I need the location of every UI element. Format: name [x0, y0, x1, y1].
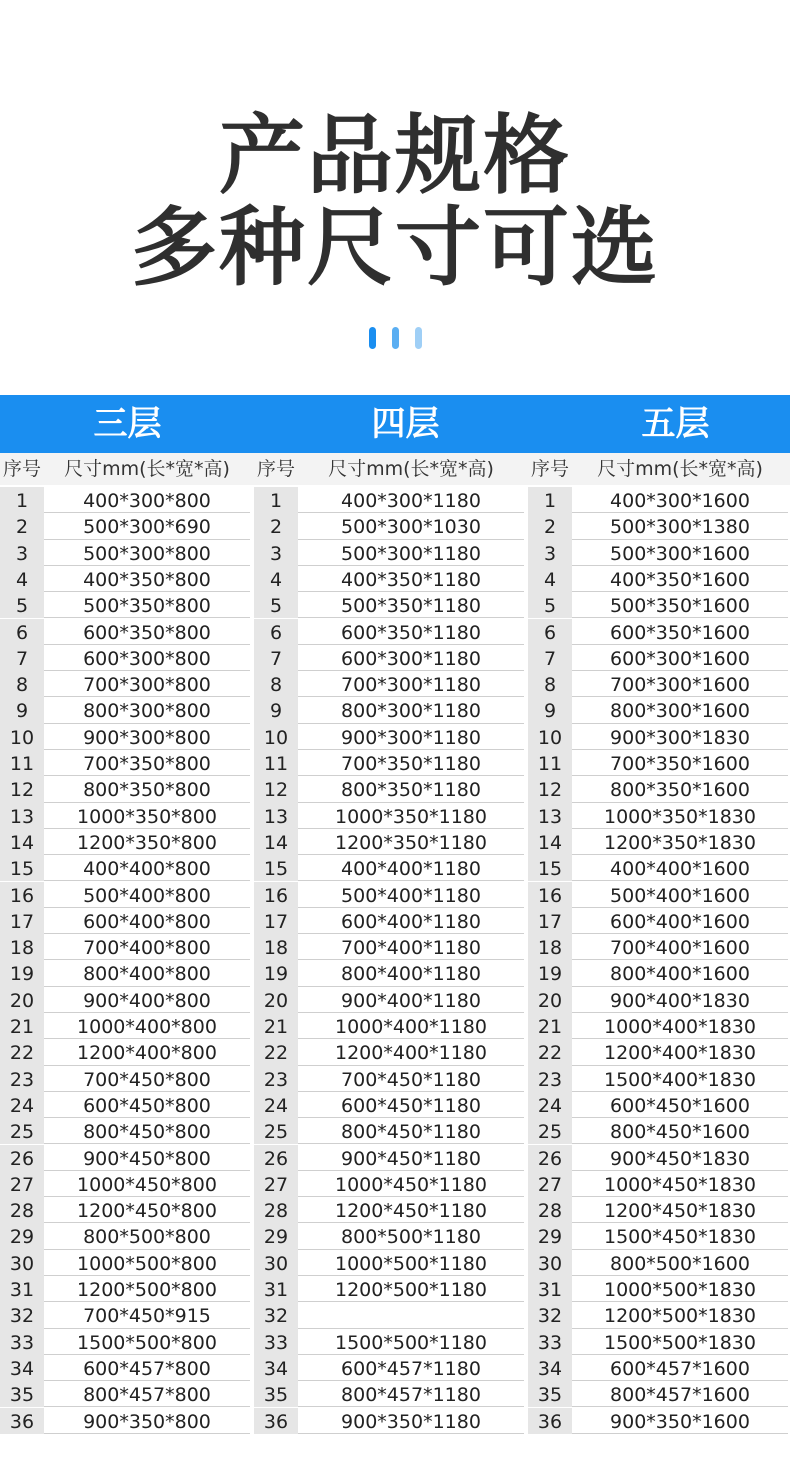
index-cell: 29: [254, 1223, 298, 1249]
index-cell: 12: [0, 776, 44, 802]
index-cell: 26: [254, 1145, 298, 1171]
size-cell: 600*300*1600: [572, 645, 788, 671]
size-cell: 800*457*1180: [298, 1381, 524, 1407]
level-header-bar: [0, 395, 790, 453]
size-cell: 1200*350*1830: [572, 829, 788, 855]
size-cell: 800*300*1180: [298, 697, 524, 723]
index-cell: 21: [0, 1013, 44, 1039]
index-cell: 25: [0, 1118, 44, 1144]
index-cell: 8: [0, 671, 44, 697]
size-cell: 1200*500*1830: [572, 1302, 788, 1328]
index-cell: 12: [254, 776, 298, 802]
index-cell: 1: [528, 487, 572, 513]
size-cell: 1000*350*1180: [298, 803, 524, 829]
index-cell: 13: [0, 803, 44, 829]
col-head-index-3: 序号: [530, 458, 569, 480]
table-row: [0, 1039, 790, 1065]
level-five-label: 五层: [641, 404, 710, 444]
index-cell: 14: [528, 829, 572, 855]
index-cell: 28: [0, 1197, 44, 1223]
index-cell: 25: [528, 1118, 572, 1144]
index-cell: 23: [528, 1066, 572, 1092]
index-cell: 28: [254, 1197, 298, 1223]
index-cell: 34: [528, 1355, 572, 1381]
table-row: [0, 671, 790, 697]
size-cell: 900*350*800: [44, 1408, 250, 1434]
size-cell: 400*300*1180: [298, 487, 524, 513]
table-row: [0, 776, 790, 802]
index-cell: 24: [0, 1092, 44, 1118]
index-cell: 18: [528, 934, 572, 960]
col-head-size-2: 尺寸mm(长*宽*高): [328, 458, 494, 480]
index-cell: 19: [254, 960, 298, 986]
size-cell: 1200*500*800: [44, 1276, 250, 1302]
dot-icon-3: [415, 327, 422, 349]
size-cell: 1000*400*800: [44, 1013, 250, 1039]
size-cell: 700*350*800: [44, 750, 250, 776]
size-cell: 800*450*1180: [298, 1118, 524, 1144]
index-cell: 7: [0, 645, 44, 671]
size-cell: 600*400*800: [44, 908, 250, 934]
index-cell: 19: [528, 960, 572, 986]
level-four-label: 四层: [371, 404, 440, 444]
size-cell: 700*300*1600: [572, 671, 788, 697]
size-cell: 600*457*800: [44, 1355, 250, 1381]
index-cell: 3: [0, 540, 44, 566]
index-cell: 6: [528, 619, 572, 645]
size-cell: 700*450*800: [44, 1066, 250, 1092]
size-cell: 500*300*1030: [298, 513, 524, 539]
size-cell: 500*350*1180: [298, 592, 524, 618]
table-row: [0, 1408, 790, 1434]
dot-icon-2: [392, 327, 399, 349]
size-cell: 600*457*1600: [572, 1355, 788, 1381]
index-cell: 8: [254, 671, 298, 697]
size-cell: 800*457*800: [44, 1381, 250, 1407]
size-cell: 700*300*800: [44, 671, 250, 697]
col-head-index-1: 序号: [2, 458, 41, 480]
size-cell: 500*300*690: [44, 513, 250, 539]
index-cell: 8: [528, 671, 572, 697]
size-cell: 500*400*1600: [572, 882, 788, 908]
table-row: [0, 1118, 790, 1144]
table-row: [0, 724, 790, 750]
index-cell: 5: [528, 592, 572, 618]
index-cell: 22: [0, 1039, 44, 1065]
index-cell: 5: [254, 592, 298, 618]
col-head-index-2: 序号: [256, 458, 295, 480]
index-cell: 26: [528, 1145, 572, 1171]
index-cell: 11: [0, 750, 44, 776]
size-cell: 400*350*1600: [572, 566, 788, 592]
index-cell: 30: [528, 1250, 572, 1276]
index-cell: 14: [0, 829, 44, 855]
size-cell: 700*400*1600: [572, 934, 788, 960]
index-cell: 32: [528, 1302, 572, 1328]
size-cell: 800*300*1600: [572, 697, 788, 723]
size-cell: 500*350*1600: [572, 592, 788, 618]
index-cell: 22: [254, 1039, 298, 1065]
hero-section: [0, 0, 790, 395]
size-cell: 1500*500*800: [44, 1329, 250, 1355]
size-cell: 900*400*1830: [572, 987, 788, 1013]
index-cell: 4: [528, 566, 572, 592]
size-cell: 1000*450*1180: [298, 1171, 524, 1197]
size-cell: 500*400*1180: [298, 882, 524, 908]
index-cell: 17: [0, 908, 44, 934]
size-cell: 400*400*1600: [572, 855, 788, 881]
size-cell: 800*450*800: [44, 1118, 250, 1144]
size-cell: 800*500*1600: [572, 1250, 788, 1276]
index-cell: 7: [254, 645, 298, 671]
index-cell: 36: [254, 1408, 298, 1434]
index-cell: 13: [254, 803, 298, 829]
size-cell: 1500*450*1830: [572, 1223, 788, 1249]
index-cell: 9: [0, 697, 44, 723]
col-head-size-1: 尺寸mm(长*宽*高): [64, 458, 230, 480]
size-cell: 1000*350*800: [44, 803, 250, 829]
table-row: [0, 645, 790, 671]
index-cell: 10: [528, 724, 572, 750]
size-cell: 700*400*800: [44, 934, 250, 960]
table-row: [0, 1329, 790, 1355]
index-cell: 15: [528, 855, 572, 881]
table-row: [0, 1223, 790, 1249]
index-cell: 27: [0, 1171, 44, 1197]
index-cell: 31: [528, 1276, 572, 1302]
index-cell: 16: [254, 882, 298, 908]
size-cell: 700*450*1180: [298, 1066, 524, 1092]
table-row: [0, 619, 790, 645]
index-cell: 23: [254, 1066, 298, 1092]
size-cell: 400*400*1180: [298, 855, 524, 881]
size-cell: 600*450*800: [44, 1092, 250, 1118]
size-cell: 1000*400*1180: [298, 1013, 524, 1039]
size-cell: 900*300*800: [44, 724, 250, 750]
index-cell: 30: [0, 1250, 44, 1276]
index-cell: 7: [528, 645, 572, 671]
size-cell: 900*300*1830: [572, 724, 788, 750]
index-cell: 20: [254, 987, 298, 1013]
size-cell: 500*300*1180: [298, 540, 524, 566]
index-cell: 2: [0, 513, 44, 539]
size-cell: 1000*450*1830: [572, 1171, 788, 1197]
index-cell: 15: [0, 855, 44, 881]
index-cell: 1: [0, 487, 44, 513]
table-row: [0, 882, 790, 908]
size-cell: 1500*500*1180: [298, 1329, 524, 1355]
index-cell: 10: [0, 724, 44, 750]
size-cell: 500*300*1600: [572, 540, 788, 566]
size-cell: 900*300*1180: [298, 724, 524, 750]
size-cell: 900*400*1180: [298, 987, 524, 1013]
index-cell: 1: [254, 487, 298, 513]
table-row: [0, 1066, 790, 1092]
index-cell: 9: [254, 697, 298, 723]
index-cell: 20: [528, 987, 572, 1013]
page-title: 产品规格: [219, 106, 571, 206]
size-cell: 900*450*1830: [572, 1145, 788, 1171]
index-cell: 3: [254, 540, 298, 566]
index-cell: 35: [528, 1381, 572, 1407]
table-row: [0, 487, 790, 513]
table-row: [0, 1276, 790, 1302]
index-cell: 34: [254, 1355, 298, 1381]
index-cell: 6: [254, 619, 298, 645]
size-cell: 900*350*1180: [298, 1408, 524, 1434]
index-cell: 29: [528, 1223, 572, 1249]
size-cell: 600*400*1180: [298, 908, 524, 934]
size-cell: 1000*450*800: [44, 1171, 250, 1197]
index-cell: 26: [0, 1145, 44, 1171]
size-cell: 600*457*1180: [298, 1355, 524, 1381]
index-cell: 5: [0, 592, 44, 618]
index-cell: 30: [254, 1250, 298, 1276]
table-row: [0, 1013, 790, 1039]
index-cell: 32: [254, 1302, 298, 1328]
size-cell: 1200*450*1830: [572, 1197, 788, 1223]
size-cell: 500*350*800: [44, 592, 250, 618]
page-subtitle: 多种尺寸可选: [131, 198, 659, 298]
table-row: [0, 1381, 790, 1407]
size-cell: 400*300*1600: [572, 487, 788, 513]
size-cell: 900*450*800: [44, 1145, 250, 1171]
table-row: [0, 803, 790, 829]
index-cell: 9: [528, 697, 572, 723]
index-cell: 22: [528, 1039, 572, 1065]
size-cell: [298, 1302, 524, 1328]
size-cell: 400*400*800: [44, 855, 250, 881]
size-cell: 1200*350*800: [44, 829, 250, 855]
size-cell: 600*350*1600: [572, 619, 788, 645]
size-cell: 1500*500*1830: [572, 1329, 788, 1355]
col-head-size-3: 尺寸mm(长*宽*高): [597, 458, 763, 480]
table-row: [0, 960, 790, 986]
size-cell: 1200*350*1180: [298, 829, 524, 855]
table-row: [0, 592, 790, 618]
size-cell: 800*350*1180: [298, 776, 524, 802]
index-cell: 25: [254, 1118, 298, 1144]
size-cell: 1000*350*1830: [572, 803, 788, 829]
table-row: [0, 1092, 790, 1118]
size-cell: 800*350*1600: [572, 776, 788, 802]
index-cell: 18: [254, 934, 298, 960]
table-row: [0, 908, 790, 934]
size-cell: 800*400*1180: [298, 960, 524, 986]
size-cell: 800*500*800: [44, 1223, 250, 1249]
size-cell: 600*350*1180: [298, 619, 524, 645]
size-cell: 500*300*800: [44, 540, 250, 566]
size-cell: 600*300*1180: [298, 645, 524, 671]
size-cell: 600*450*1180: [298, 1092, 524, 1118]
size-cell: 800*400*800: [44, 960, 250, 986]
size-cell: 600*400*1600: [572, 908, 788, 934]
index-cell: 31: [254, 1276, 298, 1302]
size-cell: 800*350*800: [44, 776, 250, 802]
index-cell: 18: [0, 934, 44, 960]
index-cell: 19: [0, 960, 44, 986]
index-cell: 4: [0, 566, 44, 592]
index-cell: 11: [254, 750, 298, 776]
table-row: [0, 1302, 790, 1328]
table-row: [0, 540, 790, 566]
size-cell: 700*450*915: [44, 1302, 250, 1328]
index-cell: 27: [528, 1171, 572, 1197]
index-cell: 2: [528, 513, 572, 539]
index-cell: 33: [254, 1329, 298, 1355]
size-cell: 600*350*800: [44, 619, 250, 645]
index-cell: 36: [528, 1408, 572, 1434]
index-cell: 31: [0, 1276, 44, 1302]
index-cell: 32: [0, 1302, 44, 1328]
size-cell: 1200*400*800: [44, 1039, 250, 1065]
index-cell: 28: [528, 1197, 572, 1223]
size-cell: 600*300*800: [44, 645, 250, 671]
index-cell: 16: [0, 882, 44, 908]
index-cell: 33: [0, 1329, 44, 1355]
table-row: [0, 566, 790, 592]
size-cell: 1200*500*1180: [298, 1276, 524, 1302]
table-row: [0, 513, 790, 539]
size-cell: 800*457*1600: [572, 1381, 788, 1407]
index-cell: 23: [0, 1066, 44, 1092]
index-cell: 2: [254, 513, 298, 539]
table-row: [0, 1171, 790, 1197]
size-cell: 1200*450*1180: [298, 1197, 524, 1223]
index-cell: 35: [254, 1381, 298, 1407]
size-cell: 700*300*1180: [298, 671, 524, 697]
table-row: [0, 987, 790, 1013]
size-cell: 1200*400*1180: [298, 1039, 524, 1065]
index-cell: 15: [254, 855, 298, 881]
index-cell: 35: [0, 1381, 44, 1407]
size-cell: 1000*400*1830: [572, 1013, 788, 1039]
index-cell: 24: [254, 1092, 298, 1118]
size-cell: 800*500*1180: [298, 1223, 524, 1249]
level-three-label: 三层: [93, 404, 162, 444]
size-cell: 900*350*1600: [572, 1408, 788, 1434]
index-cell: 16: [528, 882, 572, 908]
size-cell: 800*450*1600: [572, 1118, 788, 1144]
index-cell: 3: [528, 540, 572, 566]
index-cell: 6: [0, 619, 44, 645]
size-cell: 400*350*800: [44, 566, 250, 592]
size-cell: 1000*500*800: [44, 1250, 250, 1276]
index-cell: 34: [0, 1355, 44, 1381]
index-cell: 36: [0, 1408, 44, 1434]
size-cell: 700*400*1180: [298, 934, 524, 960]
size-cell: 500*300*1380: [572, 513, 788, 539]
size-cell: 800*300*800: [44, 697, 250, 723]
table-row: [0, 1355, 790, 1381]
index-cell: 27: [254, 1171, 298, 1197]
size-cell: 700*350*1600: [572, 750, 788, 776]
size-cell: 1000*500*1830: [572, 1276, 788, 1302]
size-cell: 900*450*1180: [298, 1145, 524, 1171]
table-row: [0, 1197, 790, 1223]
index-cell: 20: [0, 987, 44, 1013]
table-row: [0, 1145, 790, 1171]
index-cell: 17: [528, 908, 572, 934]
size-cell: 600*450*1600: [572, 1092, 788, 1118]
table-row: [0, 750, 790, 776]
table-row: [0, 829, 790, 855]
size-cell: 1200*400*1830: [572, 1039, 788, 1065]
decorative-dots: [0, 327, 790, 349]
index-cell: 14: [254, 829, 298, 855]
table-row: [0, 934, 790, 960]
dot-icon-1: [369, 327, 376, 349]
index-cell: 33: [528, 1329, 572, 1355]
size-cell: 1200*450*800: [44, 1197, 250, 1223]
index-cell: 12: [528, 776, 572, 802]
size-cell: 500*400*800: [44, 882, 250, 908]
index-cell: 29: [0, 1223, 44, 1249]
table-row: [0, 697, 790, 723]
table-row: [0, 1250, 790, 1276]
size-cell: 1500*400*1830: [572, 1066, 788, 1092]
index-cell: 10: [254, 724, 298, 750]
index-cell: 24: [528, 1092, 572, 1118]
table-row: [0, 855, 790, 881]
size-cell: 400*300*800: [44, 487, 250, 513]
index-cell: 4: [254, 566, 298, 592]
size-cell: 400*350*1180: [298, 566, 524, 592]
size-cell: 1000*500*1180: [298, 1250, 524, 1276]
size-cell: 800*400*1600: [572, 960, 788, 986]
size-cell: 700*350*1180: [298, 750, 524, 776]
index-cell: 13: [528, 803, 572, 829]
size-cell: 900*400*800: [44, 987, 250, 1013]
index-cell: 21: [528, 1013, 572, 1039]
index-cell: 21: [254, 1013, 298, 1039]
index-cell: 11: [528, 750, 572, 776]
index-cell: 17: [254, 908, 298, 934]
